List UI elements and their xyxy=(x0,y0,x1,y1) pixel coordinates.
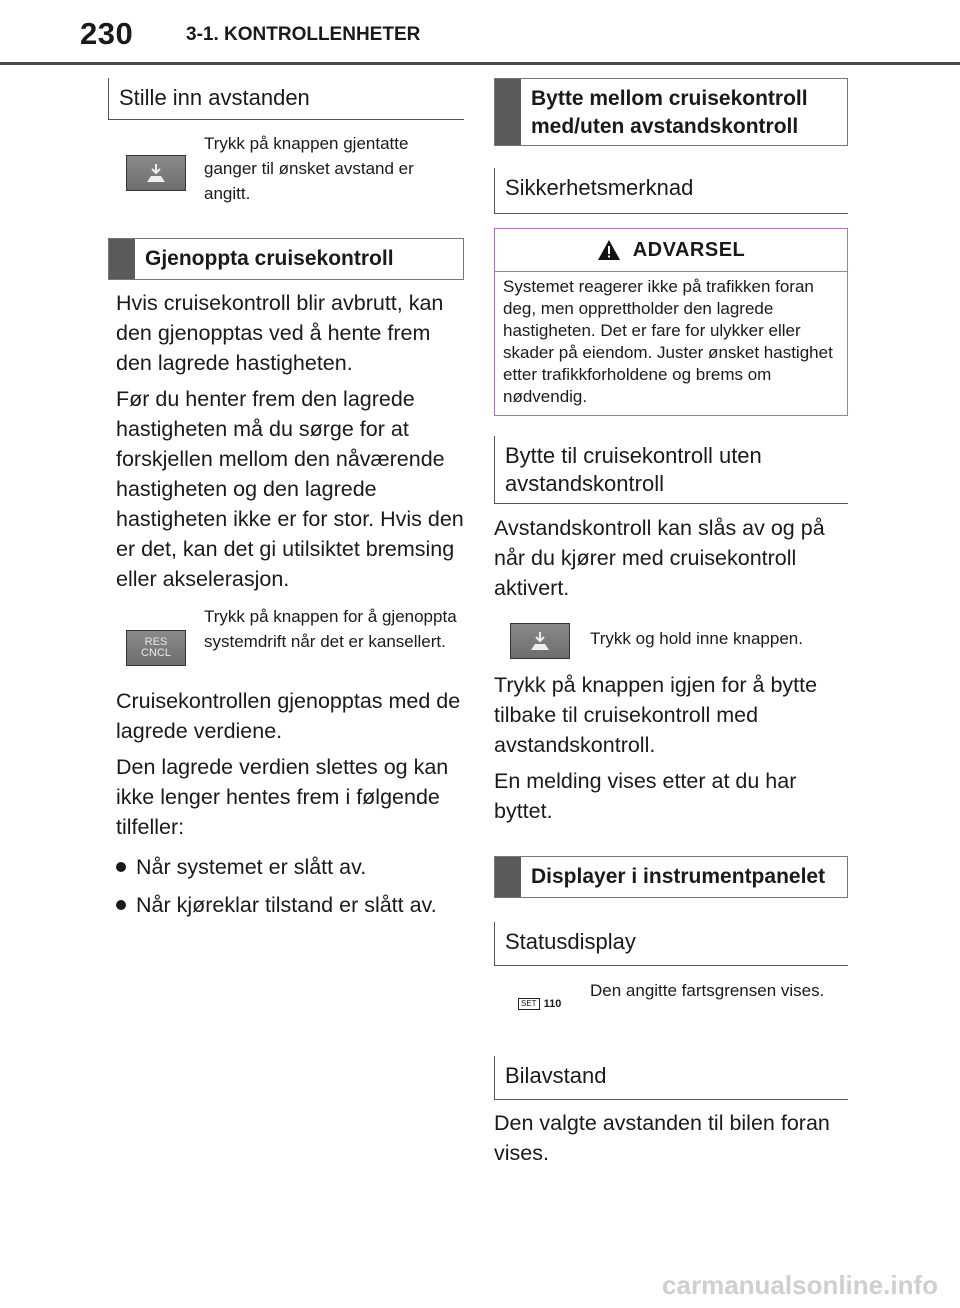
subheading-switch-without-distance xyxy=(494,436,848,504)
heading-bar xyxy=(495,857,521,897)
heading-text: Gjenoppta cruisekontroll xyxy=(145,247,394,270)
bullet-icon xyxy=(116,900,126,910)
status-caption: Den angitte fartsgrensen vises. xyxy=(590,981,825,1000)
paragraph: Før du henter frem den lagrede hastigheten må du sørge for at forskjellen mellom den nåværende hastigheten og den lagrede hastigheten ikke er for stor. Hvis den er det, kan det gi utilsiktet bremsing eller akselerasjon. xyxy=(116,387,464,591)
subheading-text: Statusdisplay xyxy=(505,929,636,954)
set-value: 110 xyxy=(543,998,562,1010)
heading-displays xyxy=(494,856,848,898)
subheading-safety xyxy=(494,168,848,214)
key-caption-hold: Trykk og hold inne knappen. xyxy=(590,629,803,648)
heading-switch-cruise xyxy=(494,78,848,146)
paragraph: En melding vises etter at du har byttet. xyxy=(494,769,797,823)
paragraph: Trykk på knappen igjen for å bytte tilbake til cruisekontroll med avstandskontroll. xyxy=(494,673,818,757)
warning-box xyxy=(494,228,848,416)
heading-bar xyxy=(109,239,135,279)
left-body-bottom xyxy=(116,686,464,920)
paragraph: Den valgte avstanden til bilen foran vises. xyxy=(494,1111,830,1165)
chapter-title: 3-1. KONTROLLENHETER xyxy=(186,24,421,45)
key-caption-distance: Trykk på knappen gjentatte ganger til ønsket avstand er angitt. xyxy=(204,134,414,203)
subheading-status-display xyxy=(494,922,848,966)
cncl-label: CNCL xyxy=(141,647,171,659)
header-rule xyxy=(0,62,960,65)
subheading-text: Bilavstand xyxy=(505,1063,607,1088)
bullet-icon xyxy=(116,862,126,872)
res-label: RES xyxy=(144,636,168,648)
paragraph: Avstandskontroll kan slås av og på når du kjører med cruisekontroll aktivert. xyxy=(494,516,825,600)
distance-symbol-icon xyxy=(525,630,555,652)
heading-text: Displayer i instrumentpanelet xyxy=(531,865,826,888)
heading-text: Bytte mellom cruisekontroll med/uten avstandskontroll xyxy=(531,87,808,138)
distance-button-icon xyxy=(126,155,186,191)
warning-text: Systemet reagerer ikke på trafikken foran deg, men opprettholder den lagrede hastigheten. Det er fare for ulykker eller skader på eiendom. Juster ønsket hastighet etter trafikkforholdene og brems om nødvendig. xyxy=(503,277,833,406)
distance-button-icon xyxy=(510,623,570,659)
warning-triangle-icon xyxy=(597,239,621,261)
list-item xyxy=(116,890,464,920)
subheading-text: Sikkerhetsmerknad xyxy=(505,175,694,200)
paragraph: Hvis cruisekontroll blir avbrutt, kan den gjenopptas ved å hente frem den lagrede hastigheten. xyxy=(116,291,444,375)
set-speed-indicator-icon xyxy=(518,998,561,1010)
list-item-text: Når systemet er slått av. xyxy=(136,855,367,879)
warning-header xyxy=(495,229,847,272)
list-item xyxy=(116,852,464,882)
subheading-set-distance xyxy=(108,78,464,120)
subheading-text: Stille inn avstanden xyxy=(119,85,310,110)
subheading-text: Bytte til cruisekontroll uten avstandskontroll xyxy=(505,443,762,496)
right-body-3 xyxy=(494,1108,848,1174)
res-cncl-button-icon xyxy=(126,630,186,666)
right-body-1 xyxy=(494,513,848,609)
distance-symbol-icon xyxy=(141,162,171,184)
watermark: carmanualsonline.info xyxy=(662,1270,938,1300)
right-body-2 xyxy=(494,670,848,832)
paragraph: Cruisekontrollen gjenopptas med de lagrede verdiene. xyxy=(116,689,461,743)
paragraph: Den lagrede verdien slettes og kan ikke lenger hentes frem i følgende tilfeller: xyxy=(116,755,449,839)
page-number: 230 xyxy=(80,16,134,51)
left-body-top xyxy=(116,288,464,600)
res-cncl-label xyxy=(141,637,171,659)
heading-bar xyxy=(495,79,521,145)
list-item-text: Når kjøreklar tilstand er slått av. xyxy=(136,893,437,917)
warning-title: ADVARSEL xyxy=(632,238,746,261)
key-caption-resume: Trykk på knappen for å gjenoppta systemdrift når det er kansellert. xyxy=(204,607,457,651)
heading-resume-cruise xyxy=(108,238,464,280)
set-label: SET xyxy=(518,998,540,1010)
subheading-car-distance xyxy=(494,1056,848,1100)
